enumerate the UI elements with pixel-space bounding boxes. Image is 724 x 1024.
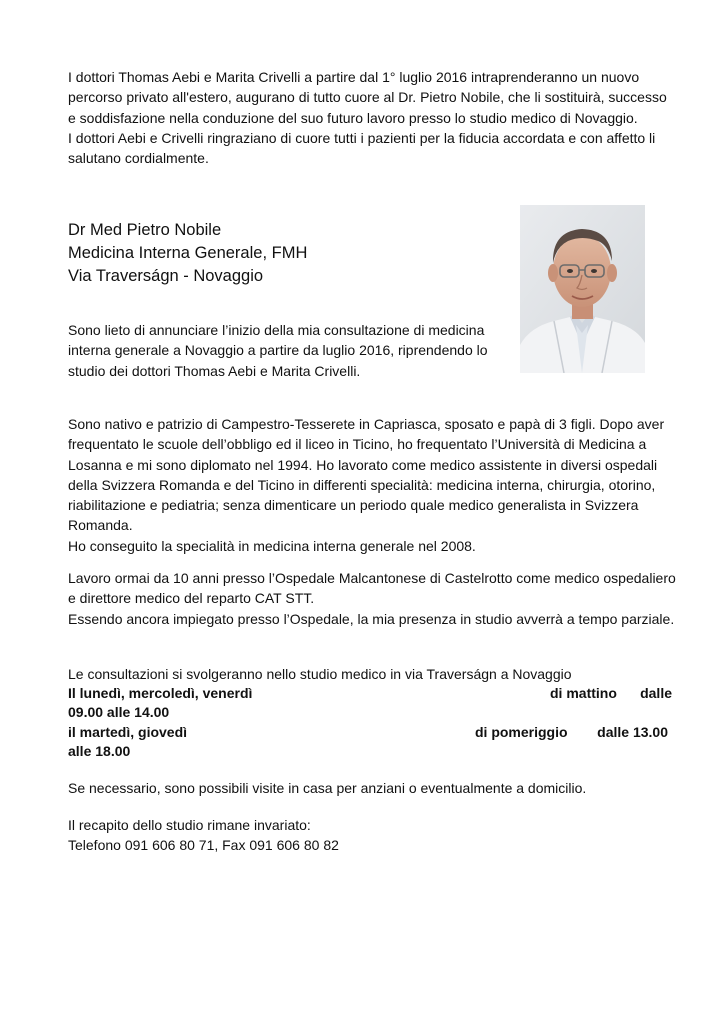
doctor-name: Dr Med Pietro Nobile [68, 221, 222, 239]
intro-paragraph [68, 67, 678, 168]
work-paragraph [68, 568, 678, 629]
doctor-address: Via Traverságn - Novaggio [68, 267, 264, 285]
schedule-days-1: Il lunedì, mercoledì, venerdì [68, 685, 253, 701]
contact-phone-fax: Telefono 091 606 80 71, Fax 091 606 80 82 [68, 837, 339, 854]
doctor-photo [520, 205, 645, 373]
schedule-from-1: dalle [640, 685, 672, 701]
work-text-1: Lavoro ormai da 10 anni presso l’Ospedale Malcantonese di Castelrotto come medico ospedaliero e direttore medico del reparto CAT STT. [68, 570, 676, 607]
doctor-header [68, 219, 307, 288]
schedule-from-2: dalle 13.00 [597, 724, 668, 740]
bio-paragraph [68, 414, 678, 556]
schedule-days-2: il martedì, giovedì [68, 724, 188, 740]
schedule-row-morning [68, 683, 672, 723]
intro-text-1: I dottori Thomas Aebi e Marita Crivelli a partire dal 1° luglio 2016 intraprenderanno un nuovo percorso privato all'estero, augurano di tutto cuore al Dr. Pietro Nobile, che li sostituirà, successo e soddisfazione nella conduzione del suo futuro lavoro presso lo studio medico di Novaggio. [68, 69, 667, 126]
announce-paragraph: Sono lieto di annunciare l’inizio della mia consultazione di medicina interna generale a Novaggio a partire da luglio 2016, riprendendo lo studio dei dottori Thomas Aebi e Marita Crivelli. [68, 322, 488, 379]
contact-text-1: Il recapito dello studio rimane invariato: [68, 817, 311, 833]
contact-paragraph [68, 815, 678, 856]
schedule-hours-1: 09.00 alle 14.00 [68, 704, 170, 720]
bio-text-1: Sono nativo e patrizio di Campestro-Tesserete in Capriasca, sposato e papà di 3 figli. Dopo aver frequentato le scuole dell’obbligo ed il liceo in Ticino, ho frequentato l’Università di Medicina a Losanna e mi sono diplomato nel 1994. Ho lavorato come medico assistente in diversi ospedali della Svizzera Romanda e del Ticino in differenti specialità: medicina interna, chirurgia, otorino, riabilitazione e pediatria; senza dimenticare un periodo quale medico generalista in Svizzera Romanda. [68, 416, 665, 534]
doctor-specialty: Medicina Interna Generale, FMH [68, 244, 308, 262]
schedule-intro: Le consultazioni si svolgeranno nello studio medico in via Traverságn a Novaggio [68, 666, 572, 682]
schedule-period-2: di pomeriggio [475, 724, 568, 740]
work-text-2: Essendo ancora impiegato presso l’Ospedale, la mia presenza in studio avverrà a tempo parziale. [68, 610, 675, 627]
bio-text-2: Ho conseguito la specialità in medicina interna generale nel 2008. [68, 537, 476, 554]
schedule-period-1: di mattino [550, 685, 617, 701]
schedule-hours-2: alle 18.00 [68, 743, 131, 759]
intro-text-2: I dottori Aebi e Crivelli ringraziano di cuore tutti i pazienti per la fiducia accordata e con affetto li salutano cordialmente. [68, 129, 656, 167]
visits-paragraph: Se necessario, sono possibili visite in casa per anziani o eventualmente a domicilio. [68, 780, 587, 796]
schedule-row-afternoon [68, 722, 672, 762]
